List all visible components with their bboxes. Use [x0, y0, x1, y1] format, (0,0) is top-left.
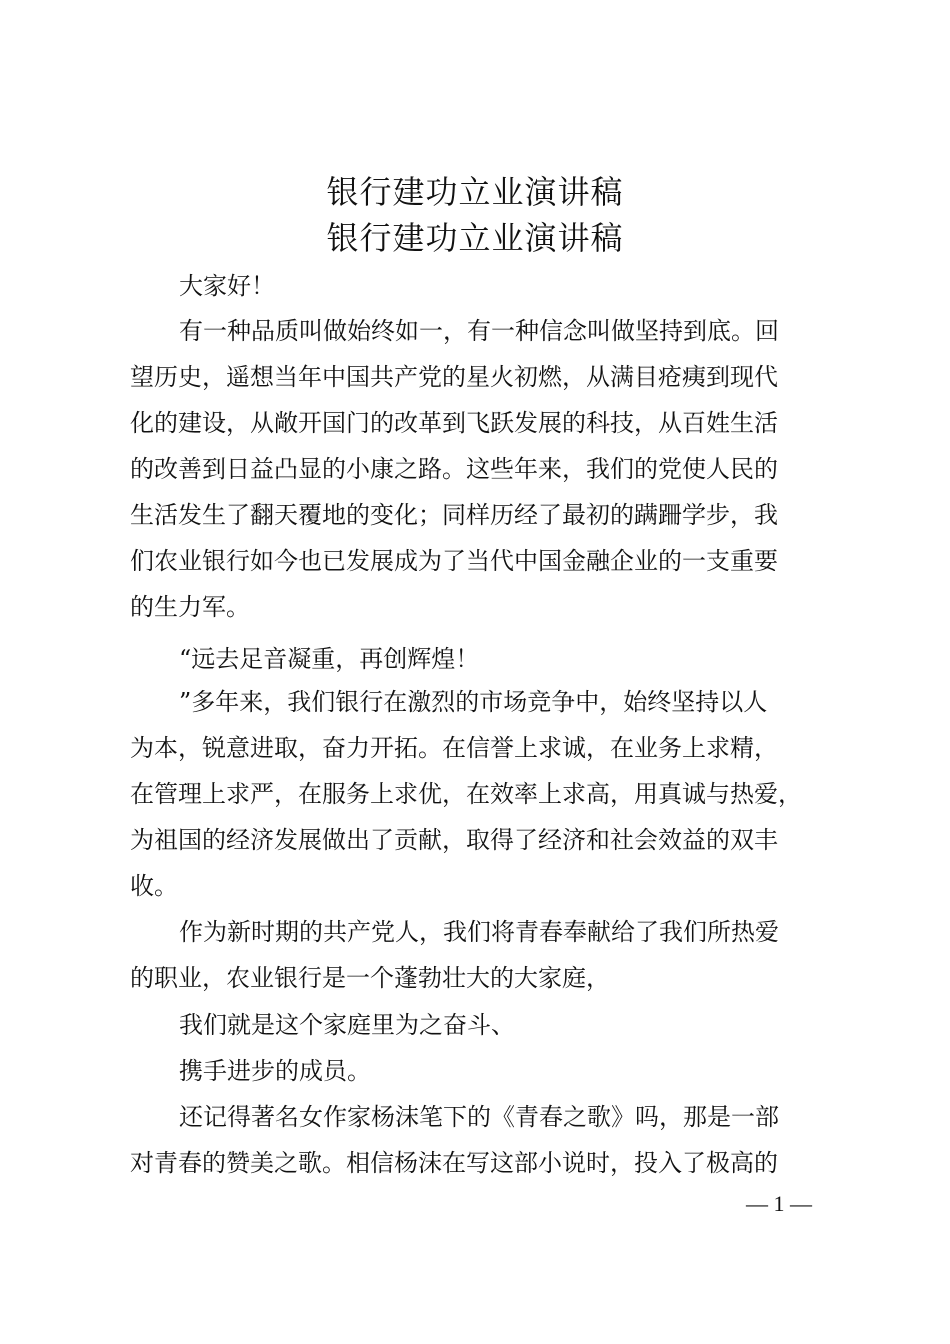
- text-line: 的改善到日益凸显的小康之路。这些年来，我们的党使人民的: [130, 455, 778, 483]
- text-line: “远去足音凝重，再创辉煌！: [179, 645, 480, 673]
- text-line: 还记得著名女作家杨沫笔下的《青春之歌》吗，那是一部: [179, 1103, 779, 1131]
- document-title-repeat: 银行建功立业演讲稿: [326, 219, 624, 257]
- text-line: 大家好！: [179, 272, 275, 300]
- text-line: 的生力军。: [130, 593, 250, 621]
- page-number: — 1 —: [746, 1191, 812, 1216]
- text-line: 有一种品质叫做始终如一，有一种信念叫做坚持到底。回: [179, 317, 779, 345]
- text-line: 收。: [130, 872, 178, 900]
- text-line: 为祖国的经济发展做出了贡献，取得了经济和社会效益的双丰: [130, 826, 778, 854]
- text-line: 对青春的赞美之歌。相信杨沫在写这部小说时，投入了极高的: [130, 1149, 778, 1177]
- text-line: ”多年来，我们银行在激烈的市场竞争中，始终坚持以人: [179, 688, 768, 716]
- text-line: 的职业，农业银行是一个蓬勃壮大的大家庭，: [130, 964, 610, 992]
- text-line: 化的建设，从敞开国门的改革到飞跃发展的科技，从百姓生活: [130, 409, 778, 437]
- text-line: 作为新时期的共产党人，我们将青春奉献给了我们所热爱: [179, 918, 779, 946]
- text-line: 们农业银行如今也已发展成为了当代中国金融企业的一支重要: [130, 547, 778, 575]
- text-line: 生活发生了翻天覆地的变化；同样历经了最初的蹒跚学步，我: [130, 501, 778, 529]
- text-line: 望历史，遥想当年中国共产党的星火初燃，从满目疮痍到现代: [130, 363, 778, 391]
- document-title: 银行建功立业演讲稿: [326, 173, 624, 211]
- text-line: 在管理上求严，在服务上求优，在效率上求高，用真诚与热爱，: [130, 780, 802, 808]
- text-line: 我们就是这个家庭里为之奋斗、: [179, 1011, 515, 1039]
- text-line: 为本，锐意进取，奋力开拓。在信誉上求诚，在业务上求精，: [130, 734, 778, 762]
- text-line: 携手进步的成员。: [179, 1057, 371, 1085]
